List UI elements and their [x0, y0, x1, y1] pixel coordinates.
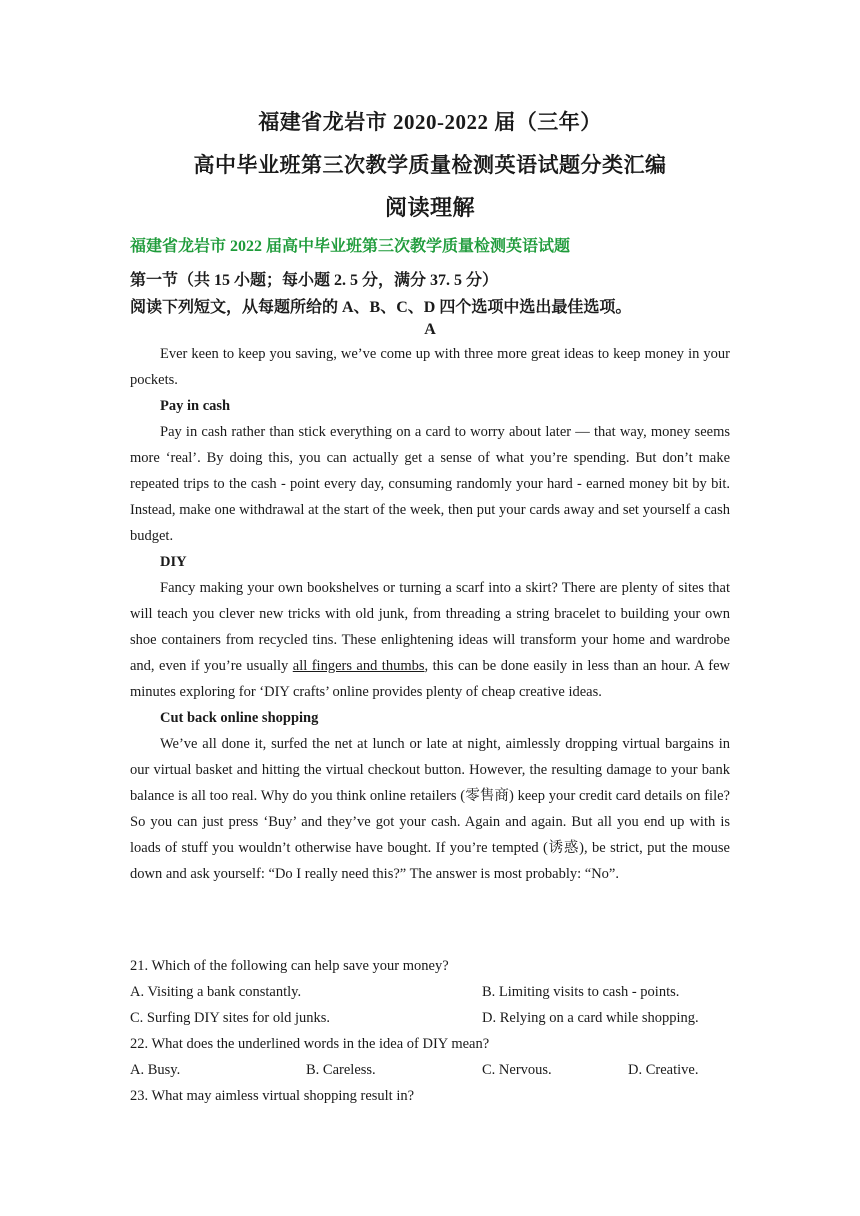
- paragraph-diy: [130, 575, 730, 705]
- question-22-stem: 22. What does the underlined words in the idea of DIY mean?: [130, 1036, 490, 1052]
- passage-body: [130, 341, 730, 887]
- passage-letter: A: [424, 321, 436, 338]
- title-line-2: 高中毕业班第三次教学质量检测英语试题分类汇编: [193, 153, 667, 177]
- paragraph-online-shopping: We’ve all done it, surfed the net at lunch or late at night, aimlessly dropping virtual bargains in our virtual basket and hitting the virtual checkout button. However, the resulting damage to your bank balance is all too real. Why do you think online retailers (零售商) keep your credit card details on file? So you can just press ‘Buy’ and they’ve got your cash. Again and again. But all you end up with is loads of stuff you wouldn’t otherwise have bought. If you’re tempted (诱惑), be strict, put the mouse down and ask yourself: “Do I really need this?” The answer is most probably: “No”.: [130, 736, 730, 882]
- heading-diy: DIY: [160, 554, 187, 570]
- question-21-option-d: D. Relying on a card while shopping.: [482, 1010, 699, 1026]
- question-22-option-b: B. Careless.: [306, 1062, 376, 1078]
- title-line-3: 阅读理解: [384, 195, 475, 220]
- question-21-stem: 21. Which of the following can help save your money?: [130, 958, 449, 974]
- section-instruction: 阅读下列短文，从每题所给的 A、B、C、D 四个选项中选出最佳选项。: [130, 299, 632, 316]
- question-22-option-c: C. Nervous.: [482, 1062, 552, 1078]
- question-23-stem: 23. What may aimless virtual shopping result in?: [130, 1088, 415, 1104]
- question-22-option-d: D. Creative.: [628, 1062, 699, 1078]
- heading-pay-in-cash: Pay in cash: [160, 398, 231, 414]
- underlined-phrase: all fingers and thumbs: [292, 658, 425, 674]
- paragraph-diy-part1: Fancy making your own bookshelves or turning a scarf into a skirt? There are plenty of sites that will teach you clever new tricks with old junk, from threading a string bracelet to building your own shoe containers from recycled tins. These enlightening ideas will transform your home and wardrobe and, even if you’re usually: [130, 580, 730, 674]
- section-heading: 第一节（共 15 小题；每小题 2. 5 分，满分 37. 5 分）: [130, 272, 499, 289]
- title-line-1: 福建省龙岩市 2020-2022 届（三年）: [258, 110, 602, 134]
- paragraph-diy-part2: , this can be done easily in less than an hour. A few minutes exploring for ‘DIY crafts’ online provides plenty of cheap creative ideas.: [130, 658, 730, 700]
- heading-online-shopping: Cut back online shopping: [160, 710, 319, 726]
- exam-title: 福建省龙岩市 2022 届高中毕业班第三次教学质量检测英语试题: [130, 238, 571, 255]
- question-21-option-b: B. Limiting visits to cash - points.: [482, 984, 680, 1000]
- question-22-option-a: A. Busy.: [130, 1062, 181, 1078]
- question-21-option-a: A. Visiting a bank constantly.: [130, 984, 302, 1000]
- question-21-option-c: C. Surfing DIY sites for old junks.: [130, 1010, 331, 1026]
- paragraph-pay-in-cash: Pay in cash rather than stick everything on a card to worry about later — that way, money seems more ‘real’. By doing this, you can actually get a sense of what you’re spending. But don’t make repeated trips to the cash - point every day, consuming randomly your hard - earned money bit by bit. Instead, make one withdrawal at the start of the week, then put your cards away and set yourself a cash budget.: [130, 424, 730, 544]
- passage-intro: Ever keen to keep you saving, we’ve come up with three more great ideas to keep money in your pockets.: [130, 346, 730, 388]
